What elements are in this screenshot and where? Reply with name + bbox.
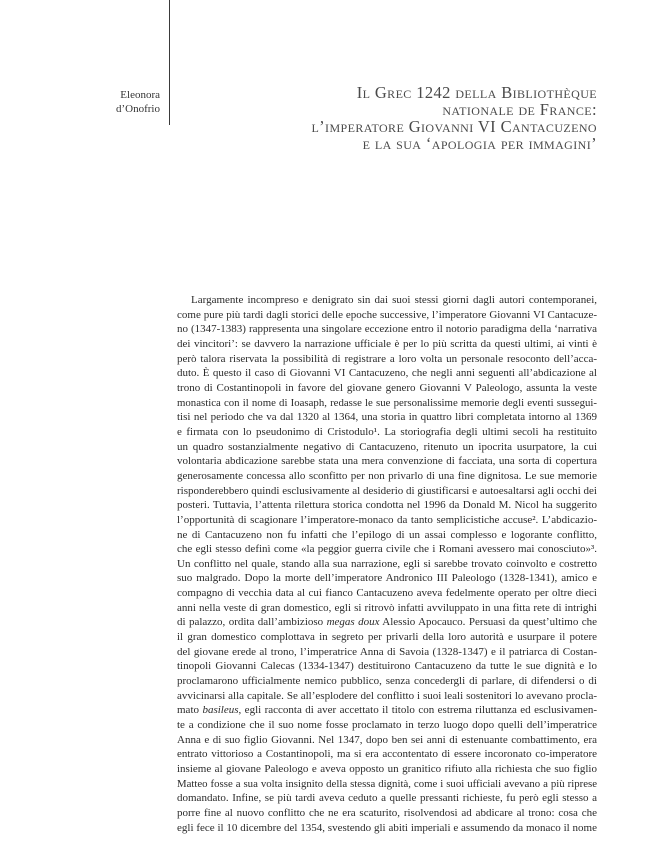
body-line: il gran domestico complottava in segreto per privarli della loro autorità e usurpare il potere	[177, 631, 597, 644]
body-line: tisi nel periodo che va dal 1320 al 1364, una storia in quattro libri completata intorno al 1369	[177, 411, 597, 424]
body-text	[177, 293, 597, 835]
body-line: proclamarono ufficialmente nemico pubblico, senza concedergli di parlare, di difendersi o di	[177, 675, 597, 688]
body-line: tinopoli Giovanni Calecas (1334-1347) destituirono Cantacuzeno da tutte le sue dignità e lo	[177, 660, 597, 673]
body-line: porre fine al nuovo conflitto che ne era scaturito, risolvendosi ad abdicare al trono: cosa che	[177, 806, 597, 819]
title-line: Il Grec 1242 della Bibliothèque	[356, 83, 597, 102]
body-line: Anna e di suo figlio Giovanni. Nel 1347, dopo ben sei anni di estenuante combattimento, era	[177, 733, 597, 746]
body-line: monastica con il nome di Ioasaph, redasse le sue personalissime memorie degli eventi sussegui-	[177, 396, 597, 409]
body-line: un quadro sostanzialmente negativo di Cantacuzeno, ritenuto un ipocrita usurpatore, la cui	[177, 440, 597, 453]
body-line: Un conflitto nel quale, stando alla sua narrazione, egli si sarebbe trovato coinvolto e costretto	[177, 557, 597, 570]
body-line: e firmata con lo pseudonimo di Cristodulo¹. La storiografia degli ultimi secoli ha restituito	[177, 425, 597, 438]
author-first-name: Eleonora	[120, 89, 160, 101]
title-line: l’imperatore Giovanni VI Cantacuzeno	[311, 117, 597, 136]
body-line: te a condizione che il suo nome fosse proclamato in terzo luogo dopo quelli dell’imperatrice	[177, 719, 597, 732]
body-line: che egli stesso definì come «la peggior guerra civile che i Romani avessero mai conosciuto»³.	[177, 543, 597, 556]
article-title	[220, 84, 597, 152]
body-line: domandato. Infine, se più tardi aveva ceduto a quelle pressanti richieste, fu però egli stesso a	[177, 792, 597, 805]
body-line: dei vincitori’: se davvero la narrazione ufficiale è per lo più scritta da questi ultimi, ai vinti è	[177, 337, 597, 350]
body-line: compagno di vecchia data al cui fianco Cantacuzeno aveva fedelmente operato per oltre dieci	[177, 587, 597, 600]
body-line: generosamente concessa allo sconfitto per non privarlo di una fine dignitosa. Le sue memorie	[177, 469, 597, 482]
body-line: ne di Cantacuzeno non fu infatti che l’epilogo di un assai complesso e logorante conflitto,	[177, 528, 597, 541]
body-line: entrato vittorioso a Costantinopoli, ma si era accontentato di essere incoronato co-imperatore	[177, 748, 597, 761]
body-line: suo malgrado. Dopo la morte dell’imperatore Andronico III Paleologo (1328-1341), amico e	[177, 572, 597, 585]
body-line: insieme al giovane Paleologo e aveva opposto un granitico rifiuto alla richiesta che suo figlio	[177, 763, 597, 775]
body-line: duto. È questo il caso di Giovanni VI Cantacuzeno, che negli anni seguenti all’abdicazione al	[177, 367, 597, 380]
body-line: anni nella veste di gran domestico, egli si ritrovò infatti avviluppato in una fitta rete di intrighi	[177, 601, 597, 614]
author-last-name: d’Onofrio	[116, 103, 160, 115]
body-line: mato basileus, egli racconta di aver accettato il titolo con estrema riluttanza ed esclusivamen-	[177, 704, 597, 717]
body-line: volontaria abdicazione sarebbe stata una mera convenzione di facciata, una sorta di copertura	[177, 455, 597, 468]
author-name	[60, 88, 160, 116]
body-line: avvicinarsi alla capitale. Se all’esplodere del conflitto i suoi leali sostenitori lo avevano procla-	[177, 689, 597, 702]
body-line: egli fece il 10 dicembre del 1354, svestendo gli abiti imperiali e assumendo da monaco il nome	[177, 821, 597, 834]
body-line: l’opportunità di scagionare l’imperatore-monaco da tanto semplicistiche accuse². L’abdicazio-	[177, 513, 597, 526]
foreign-term: megas doux	[326, 616, 380, 629]
foreign-term: basileus	[202, 704, 239, 717]
body-line: trono di Costantinopoli in favore del giovane genero Giovanni V Paleologo, assunta la veste	[177, 381, 597, 394]
title-line: nationale de France:	[442, 100, 597, 119]
body-line: come pure più tardi dagli storici delle epoche successive, l’imperatore Giovanni VI Cantacuze-	[177, 308, 597, 321]
body-line: no (1347-1383) rappresenta una singolare eccezione entro il notorio paradigma della ‘narrativa	[177, 323, 597, 336]
body-line: Largamente incompreso e denigrato sin dai suoi stessi giorni dagli autori contemporanei,	[191, 294, 597, 306]
body-line: di palazzo, ordita dall’ambizioso megas doux Alessio Apocauco. Persuasi da quest’ultimo che	[177, 616, 597, 629]
body-line: però talora riservata la possibilità di registrare a loro volta un personale resoconto dell’acca-	[177, 352, 597, 365]
title-line: e la sua ‘apologia per immagini’	[362, 134, 597, 153]
body-line: Matteo fosse a sua volta insignito della stessa dignità, come i suoi ufficiali avevano a più riprese	[177, 777, 597, 790]
body-line: risponderebbero quindi esclusivamente al desiderio di giustificarsi e autoesaltarsi agli occhi dei	[177, 484, 597, 497]
vertical-rule	[169, 0, 170, 125]
body-line: del giovane erede al trono, l’imperatrice Anna di Savoia (1328-1347) e il patriarca di Costan-	[177, 645, 597, 658]
body-line: posteri. Tuttavia, l’attenta rilettura storica condotta nel 1996 da Donald M. Nicol ha suggerito	[177, 499, 597, 512]
